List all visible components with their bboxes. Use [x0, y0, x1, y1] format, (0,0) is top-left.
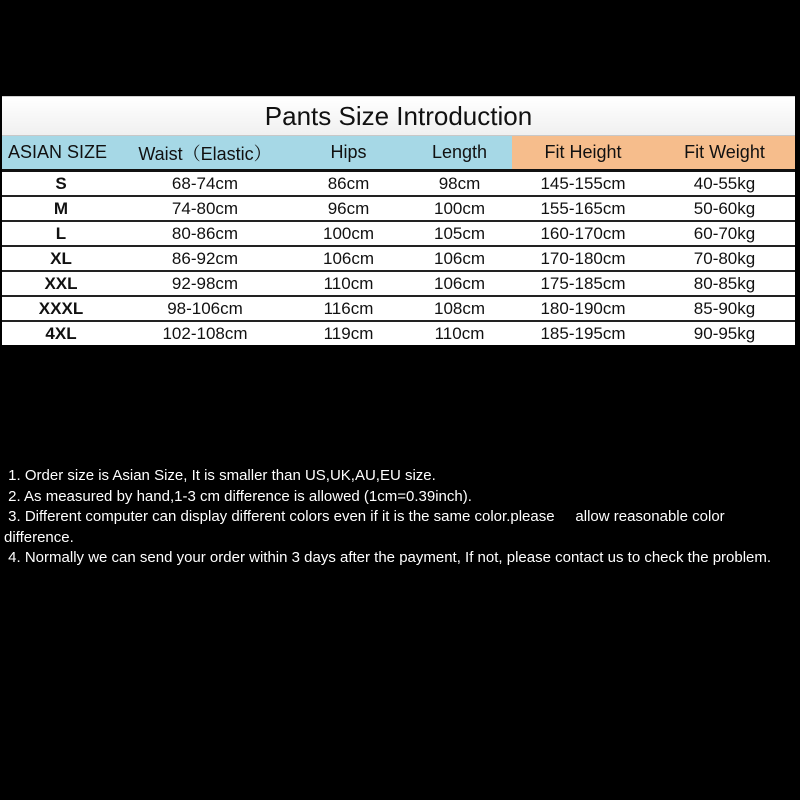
waist-cell: 102-108cm [162, 323, 248, 343]
table-row [2, 196, 795, 221]
fit-height-cell: 160-170cm [512, 221, 654, 246]
hips-cell: 96cm [290, 196, 407, 221]
fit-height-cell: 155-165cm [512, 196, 654, 221]
table-header-row [2, 136, 795, 171]
length-cell: 105cm [407, 221, 512, 246]
fit-height-cell: 145-155cm [512, 171, 654, 197]
table-row [2, 296, 795, 321]
length-cell: 98cm [407, 171, 512, 197]
fit-weight-cell: 50-60kg [654, 196, 795, 221]
hips-cell: 116cm [290, 296, 407, 321]
fit-height-cell: 170-180cm [512, 246, 654, 271]
waist-cell: 68-74cm [120, 171, 290, 197]
size-cell: XL [2, 246, 120, 271]
size-cell: S [2, 171, 120, 197]
size-cell: L [2, 221, 120, 246]
fit-weight-cell: 70-80kg [654, 246, 795, 271]
header-fit-height: Fit Height [512, 136, 654, 171]
waist-cell: 86-92cm [120, 246, 290, 271]
size-cell: XXXL [2, 296, 120, 321]
table-row [2, 271, 795, 296]
length-cell: 106cm [407, 246, 512, 271]
table-row [2, 321, 795, 345]
hips-cell: 86cm [290, 171, 407, 197]
table-body [2, 171, 795, 346]
note-item: 3. Different computer can display different colors even if it is the same color.please allow reasonable color difference. [4, 508, 729, 546]
note-item: 2. As measured by hand,1-3 cm difference is allowed (1cm=0.39inch). [4, 487, 472, 505]
table-row [2, 171, 795, 197]
length-cell: 106cm [407, 271, 512, 296]
fit-weight-cell: 40-55kg [654, 171, 795, 197]
header-hips: Hips [290, 136, 407, 171]
header-length: Length [407, 136, 512, 171]
chart-title: Pants Size Introduction [2, 97, 795, 136]
fit-height-cell: 185-195cm [540, 323, 626, 343]
header-asian-size: ASIAN SIZE [2, 136, 120, 171]
size-cell: XXL [2, 271, 120, 296]
size-table [2, 136, 795, 345]
size-chart [2, 96, 795, 345]
table-row [2, 221, 795, 246]
header-waist: Waist（Elastic） [120, 136, 290, 171]
fit-weight-cell: 80-85kg [654, 271, 795, 296]
note-item: 1. Order size is Asian Size, It is smaller than US,UK,AU,EU size. [4, 467, 436, 484]
size-cell: M [2, 196, 120, 221]
fit-height-cell: 180-190cm [512, 296, 654, 321]
notes-section [4, 466, 784, 569]
hips-cell: 119cm [323, 323, 374, 343]
waist-cell: 74-80cm [120, 196, 290, 221]
fit-height-cell: 175-185cm [512, 271, 654, 296]
size-cell: 4XL [45, 323, 77, 343]
fit-weight-cell: 60-70kg [654, 221, 795, 246]
header-fit-weight: Fit Weight [654, 136, 795, 171]
waist-cell: 92-98cm [120, 271, 290, 296]
waist-cell: 80-86cm [120, 221, 290, 246]
note-item: 4. Normally we can send your order within 3 days after the payment, If not, please contact us to check the problem. [4, 549, 772, 566]
length-cell: 108cm [407, 296, 512, 321]
table-row [2, 246, 795, 271]
hips-cell: 100cm [290, 221, 407, 246]
fit-weight-cell: 90-95kg [693, 323, 756, 343]
hips-cell: 110cm [290, 271, 407, 296]
waist-cell: 98-106cm [120, 296, 290, 321]
length-cell: 100cm [407, 196, 512, 221]
hips-cell: 106cm [290, 246, 407, 271]
fit-weight-cell: 85-90kg [654, 296, 795, 321]
length-cell: 110cm [434, 323, 485, 343]
